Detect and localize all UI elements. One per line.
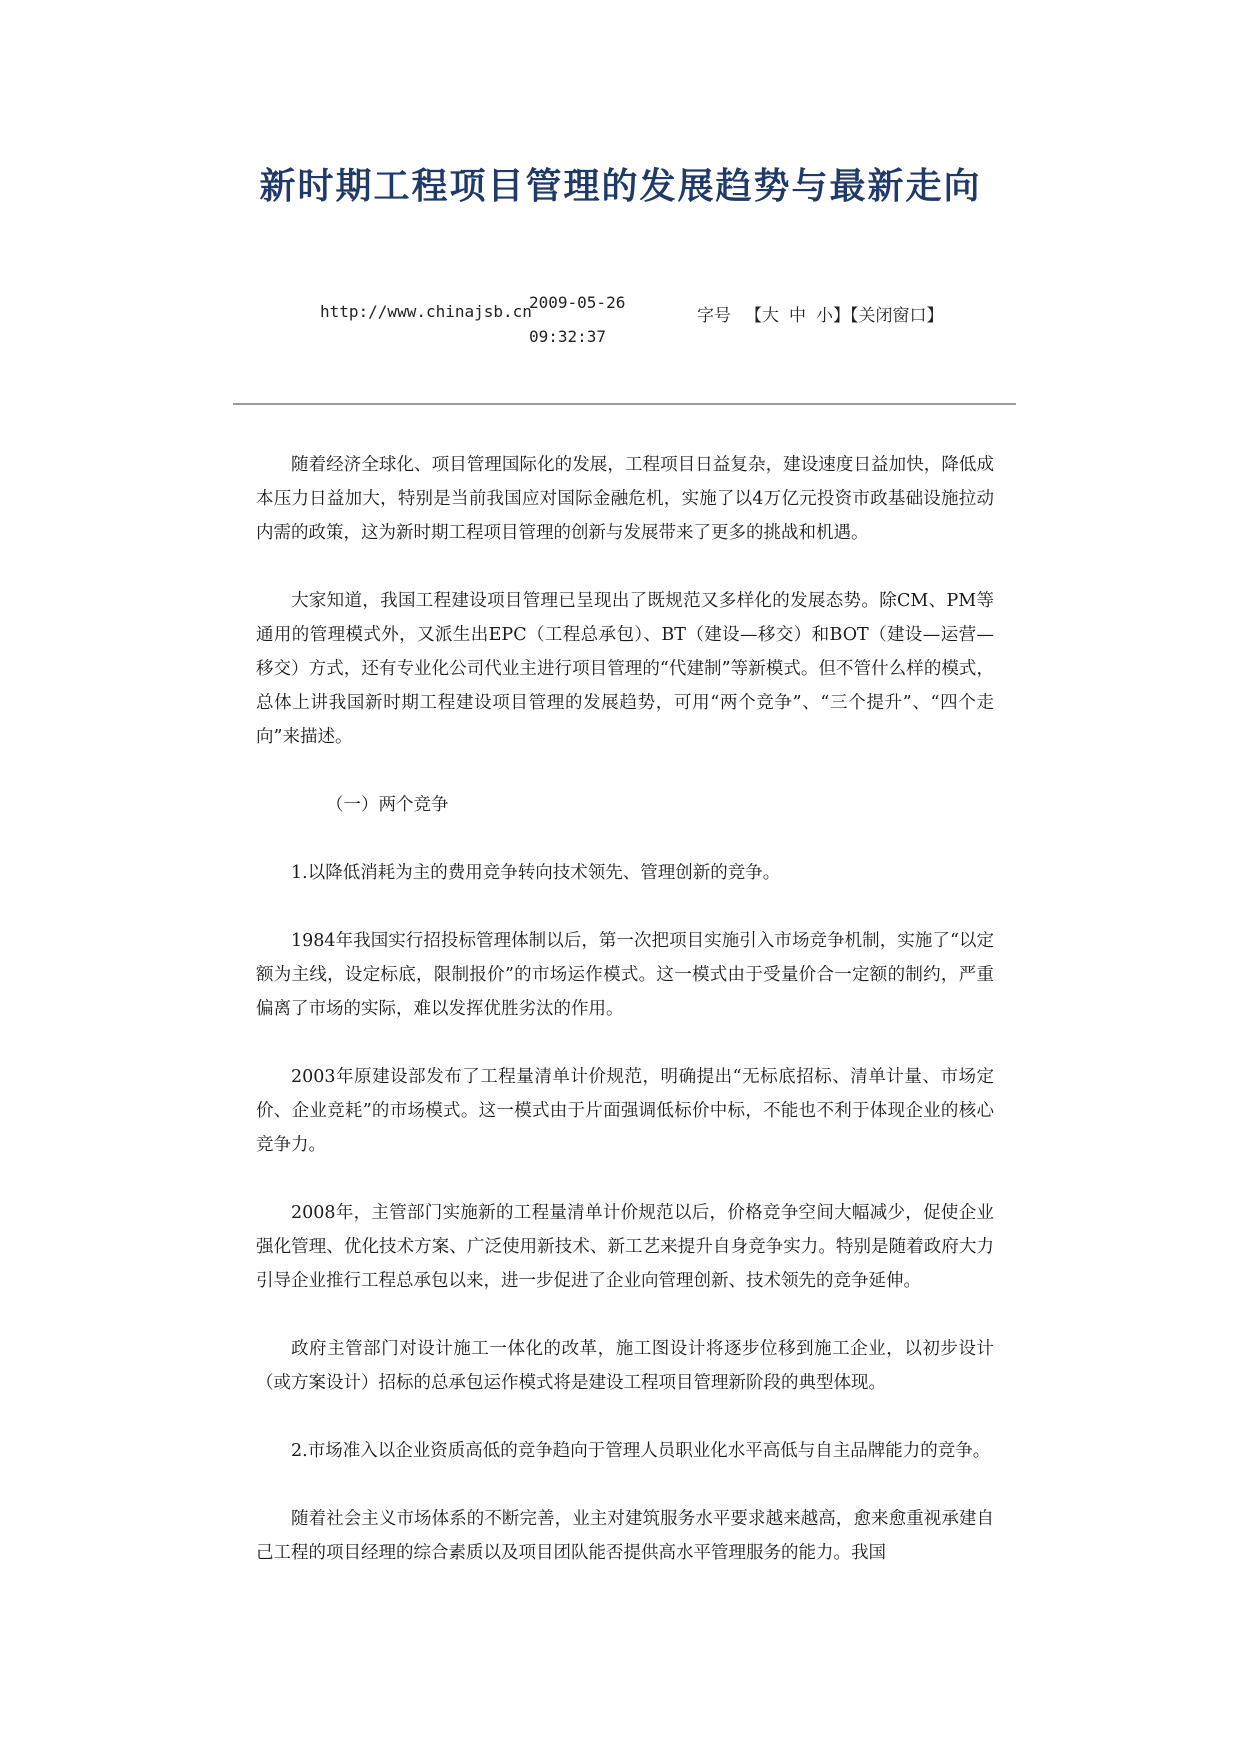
source-url: http://www.chinajsb.cn: [320, 302, 532, 321]
bracket-open: 【: [745, 306, 762, 326]
publish-datetime: [529, 286, 625, 354]
page-title: 新时期工程项目管理的发展趋势与最新走向: [259, 165, 982, 207]
paragraph: 1984年我国实行招投标管理体制以后，第一次把项目实施引入市场竞争机制，实施了“以定额为主线，设定标底，限制报价”的市场运作模式。这一模式由于受量价合一定额的制约，严重偏离了市场的实际，难以发挥优胜劣汰的作用。: [256, 931, 994, 1019]
paragraph: 2003年原建设部发布了工程量清单计价规范，明确提出“无标底招标、清单计量、市场定价、企业竞耗”的市场模式。这一模式由于片面强调低标价中标，不能也不利于体现企业的核心竞争力。: [256, 1067, 994, 1155]
font-size-label: 字号: [697, 306, 731, 326]
section-heading: （一）两个竞争: [326, 795, 449, 815]
bracket-close: 】: [833, 306, 850, 326]
paragraph: 大家知道，我国工程建设项目管理已呈现出了既规范又多样化的发展态势。除CM、PM等通用的管理模式外，又派生出EPC（工程总承包）、BT（建设—移交）和BOT（建设—运营—移交）方式，还有专业化公司代业主进行项目管理的“代建制”等新模式。但不管什么样的模式，总体上讲我国新时期工程建设项目管理的发展趋势，可用“两个竞争”、“三个提升”、“四个走向”来描述。: [256, 591, 994, 747]
font-size-medium-link[interactable]: 中: [789, 306, 806, 326]
close-window-link[interactable]: 【关闭窗口】: [850, 306, 944, 326]
paragraph: 随着社会主义市场体系的不断完善，业主对建筑服务水平要求越来越高，愈来愈重视承建自己工程的项目经理的综合素质以及项目团队能否提供高水平管理服务的能力。我国: [256, 1509, 994, 1563]
paragraph: 政府主管部门对设计施工一体化的改革，施工图设计将逐步位移到施工企业，以初步设计（或方案设计）招标的总承包运作模式将是建设工程项目管理新阶段的典型体现。: [256, 1339, 994, 1393]
font-size-small-link[interactable]: 小: [816, 306, 833, 326]
publish-date: 2009-05-26: [529, 293, 626, 312]
font-size-large-link[interactable]: 大: [762, 306, 779, 326]
article-body: [256, 448, 994, 1604]
paragraph: 2008年，主管部门实施新的工程量清单计价规范以后，价格竞争空间大幅减少，促使企业强化管理、优化技术方案、广泛使用新技术、新工艺来提升自身竞争实力。特别是随着政府大力引导企业推行工程总承包以来，进一步促进了企业向管理创新、技术领先的竞争延伸。: [256, 1203, 994, 1291]
paragraph: 随着经济全球化、项目管理国际化的发展，工程项目日益复杂，建设速度日益加快，降低成本压力日益加大，特别是当前我国应对国际金融危机，实施了以4万亿元投资市政基础设施拉动内需的政策，这为新时期工程项目管理的创新与发展带来了更多的挑战和机遇。: [256, 455, 994, 543]
paragraph: 1.以降低消耗为主的费用竞争转向技术领先、管理创新的竞争。: [291, 863, 781, 883]
header-divider: [233, 403, 1016, 405]
paragraph: 2.市场准入以企业资质高低的竞争趋向于管理人员职业化水平高低与自主品牌能力的竞争。: [291, 1441, 991, 1461]
publish-time: 09:32:37: [529, 327, 607, 346]
article-toolbar: [697, 301, 944, 326]
